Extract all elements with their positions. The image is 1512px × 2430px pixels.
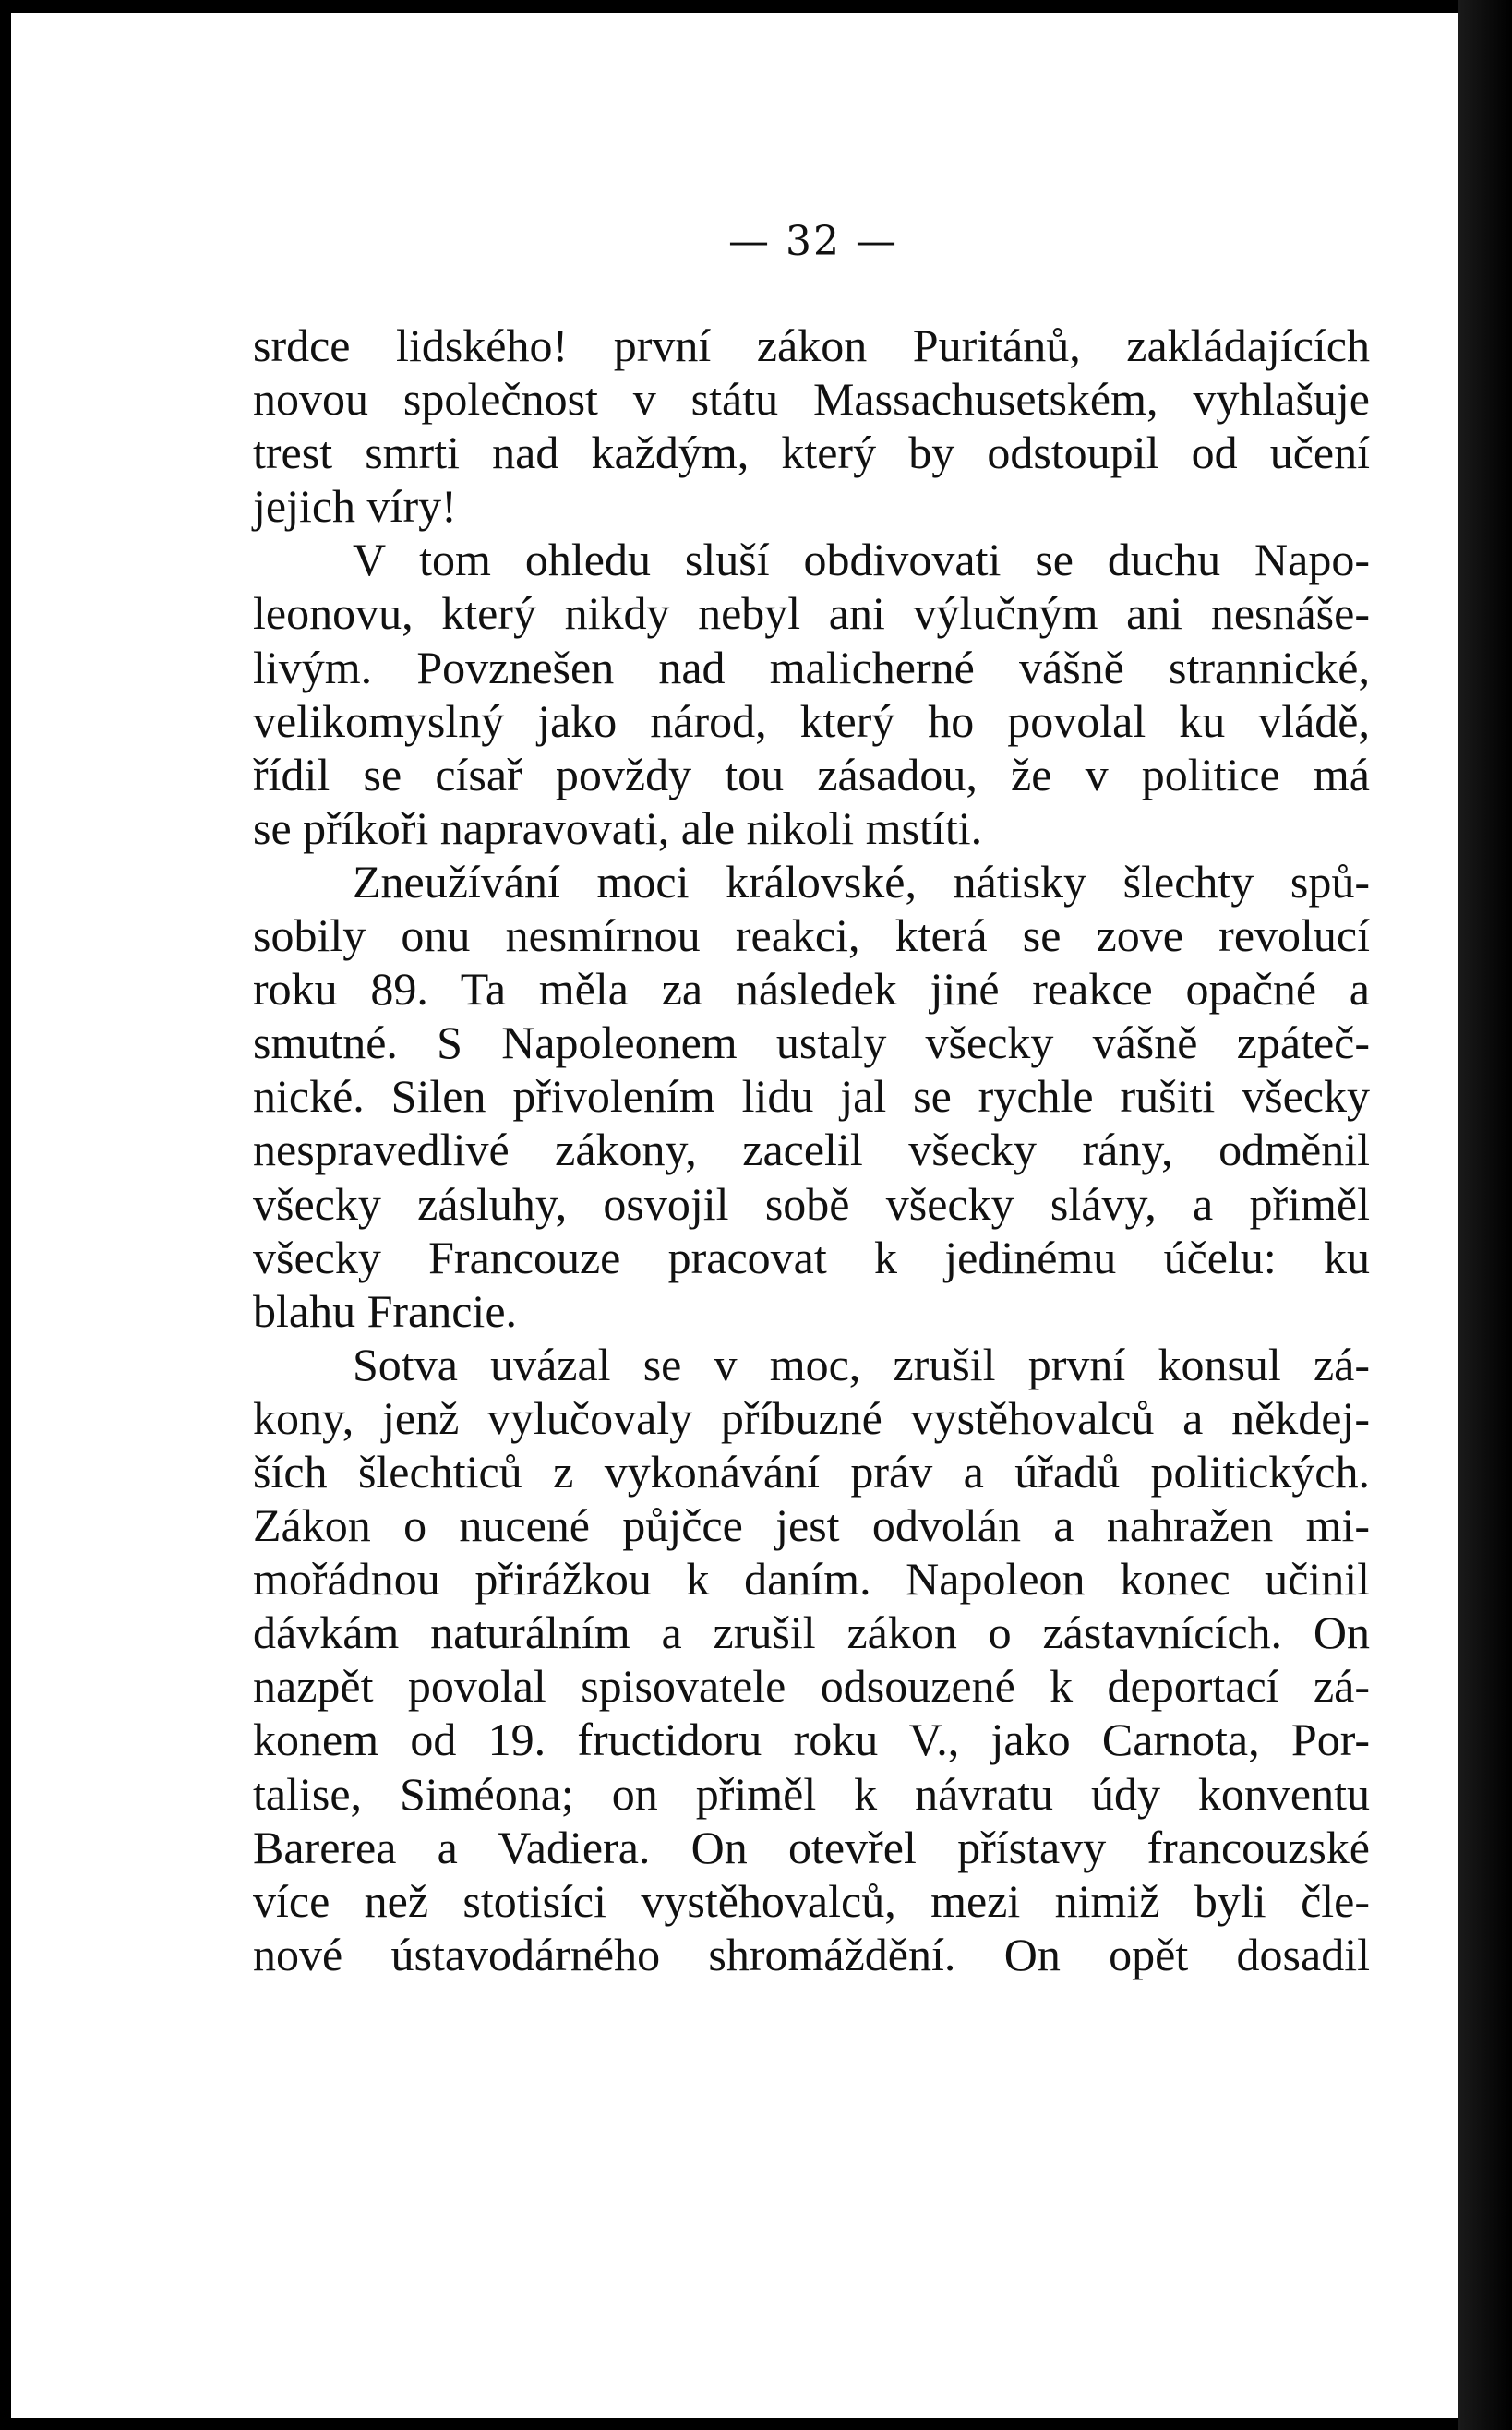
text-line: nazpět povolal spisovatele odsouzené k deportací zá-	[253, 1660, 1370, 1713]
text-line: Sotva uvázal se v moc, zrušil první konsul zá-	[353, 1338, 1370, 1390]
text-line: roku 89. Ta měla za následek jiné reakce opačné a	[253, 963, 1370, 1016]
text-line: se příkoři napravovati, ale nikoli mstíti.	[253, 801, 983, 854]
page-number: — 32 —	[728, 218, 898, 265]
text-line: Zneužívání moci královské, nátisky šlechty spů-	[353, 855, 1370, 908]
text-line: všecky Francouze pracovat k jedinému účelu: ku	[253, 1231, 1370, 1283]
text-line: dávkám naturálním a zrušil zákon o zástavnících. On	[253, 1606, 1370, 1659]
text-line: V tom ohledu sluší obdivovati se duchu Napo-	[353, 534, 1370, 586]
book-page	[11, 13, 1458, 2418]
text-line: nespravedlivé zákony, zacelil všecky rány, odměnil	[253, 1124, 1370, 1176]
text-line: konem od 19. fructidoru roku V., jako Carnota, Por-	[253, 1714, 1370, 1766]
text-line: Zákon o nucené půjčce jest odvolán a nahražen mi-	[253, 1499, 1370, 1552]
text-line: ších šlechticů z vykonávání práv a úřadů politických.	[253, 1445, 1370, 1498]
text-line: srdce lidského! první zákon Puritánů, zakládajících	[253, 319, 1370, 371]
text-line: řídil se císař povždy tou zásadou, že v politice má	[253, 748, 1370, 800]
text-line: mořádnou přirážkou k daním. Napoleon konec učinil	[253, 1553, 1370, 1606]
text-line: blahu Francie.	[253, 1284, 518, 1337]
text-line: jejich víry!	[253, 480, 457, 533]
text-line: nické. Silen přivolením lidu jal se rychle rušiti všecky	[253, 1070, 1370, 1123]
text-line: smutné. S Napoleonem ustaly všecky vášně zpáteč-	[253, 1017, 1370, 1069]
text-line: Barerea a Vadiera. On otevřel přístavy francouzské	[253, 1821, 1370, 1873]
text-line: novou společnost v státu Massachusetském, vyhlašuje	[253, 373, 1370, 426]
text-line: všecky zásluhy, osvojil sobě všecky slávy, a přiměl	[253, 1177, 1370, 1230]
text-line: nové ústavodárného shromáždění. On opět dosadil	[253, 1928, 1370, 1980]
text-line: sobily onu nesmírnou reakci, která se zove revolucí	[253, 909, 1370, 962]
text-line: trest smrti nad každým, který by odstoupil od učení	[253, 427, 1370, 479]
text-line: talise, Siméona; on přiměl k návratu údy konventu	[253, 1767, 1370, 1820]
text-line: livým. Povznešen nad malicherné vášně strannické,	[253, 641, 1370, 693]
text-line: kony, jenž vylučovaly příbuzné vystěhovalců a někdej-	[253, 1391, 1370, 1444]
text-line: velikomyslný jako národ, který ho povolal ku vládě,	[253, 694, 1370, 747]
body-text	[253, 319, 1370, 1981]
text-line: více než stotisíci vystěhovalců, mezi nimiž byli čle-	[253, 1874, 1370, 1927]
scan-border	[1458, 0, 1512, 2430]
text-line: leonovu, který nikdy nebyl ani výlučným ani nesnáše-	[253, 587, 1370, 640]
